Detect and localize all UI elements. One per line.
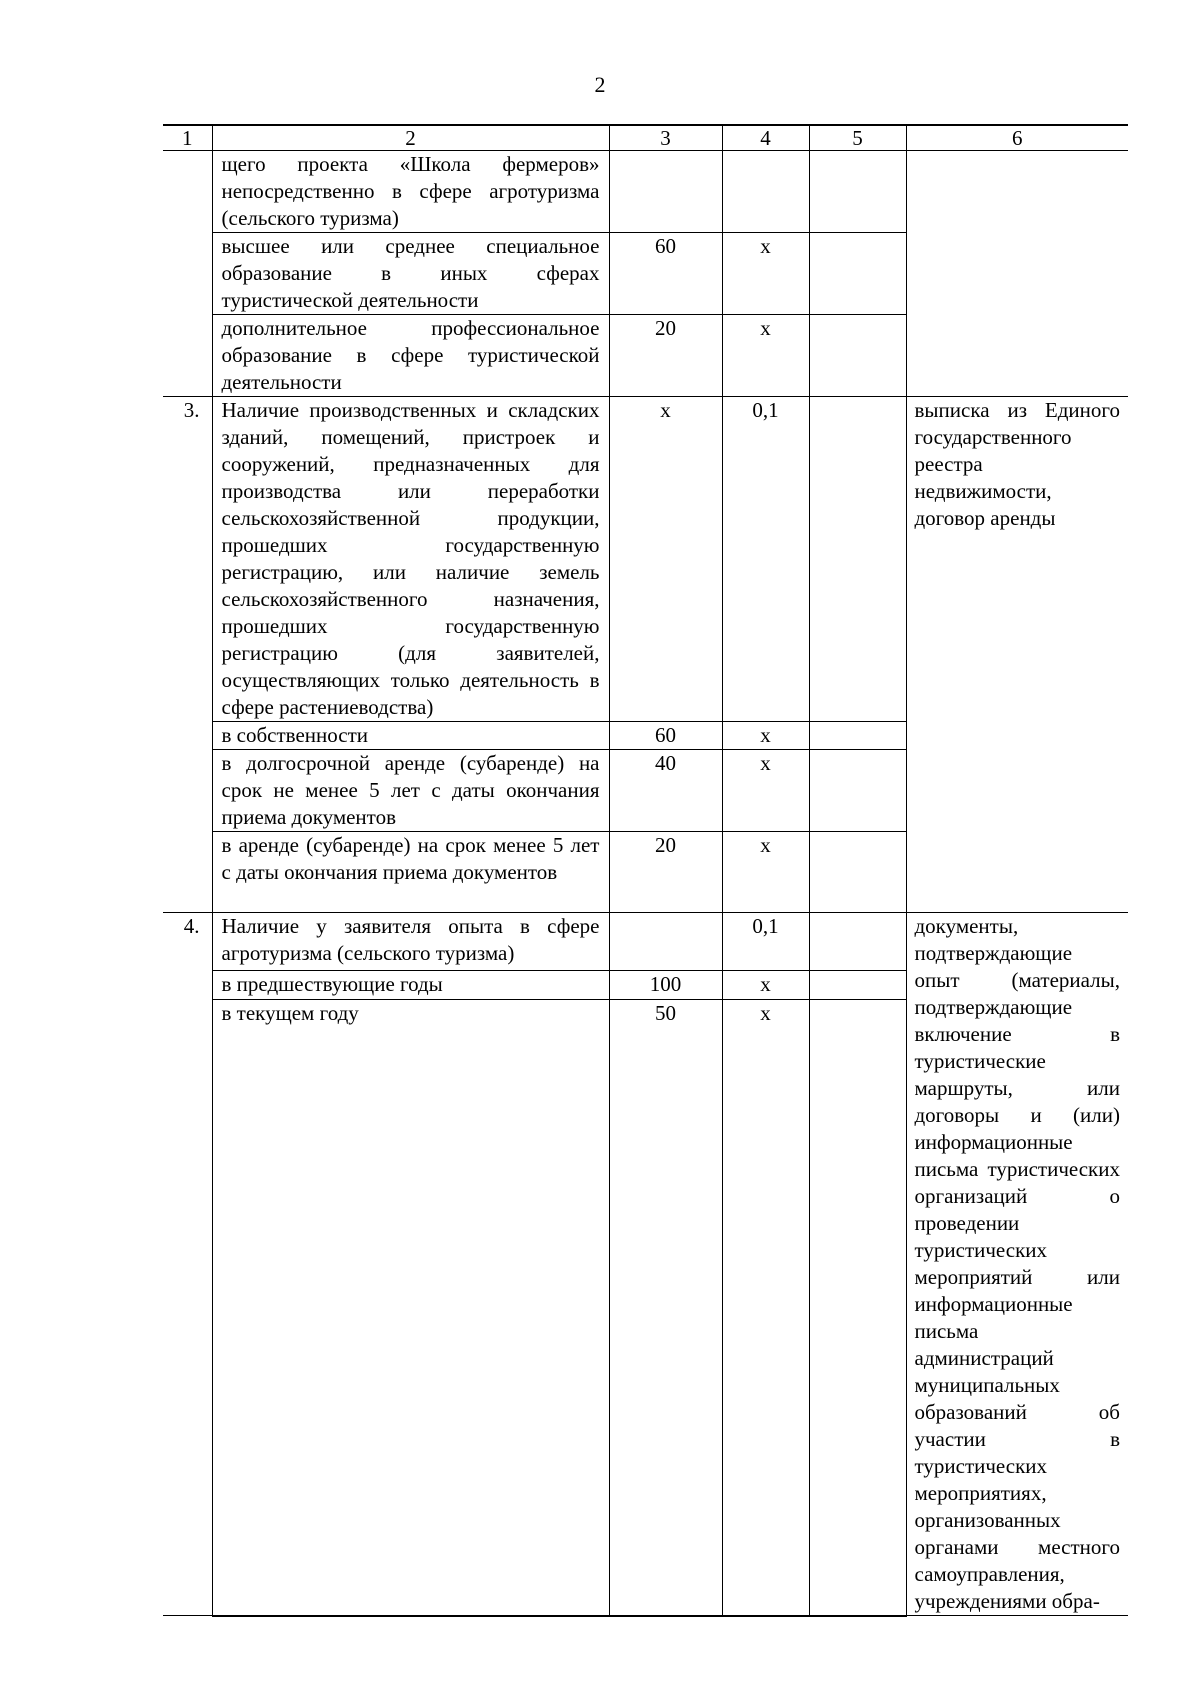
value-cell — [809, 233, 906, 315]
weight-cell: 0,1 — [722, 913, 809, 971]
value-cell — [809, 970, 906, 999]
score-cell: 50 — [609, 1000, 722, 1616]
criterion-text: Наличие у заявителя опыта в сфере агротуризма (сельского туризма) — [212, 913, 609, 971]
table-row — [163, 913, 1128, 971]
weight-cell — [722, 151, 809, 233]
criteria-table — [163, 124, 1128, 1617]
score-cell: х — [609, 397, 722, 722]
value-cell — [809, 151, 906, 233]
header-col-6: 6 — [906, 125, 1128, 151]
score-cell — [609, 151, 722, 233]
value-cell — [809, 1000, 906, 1616]
criterion-text: щего проекта «Школа фермеров» непосредственно в сфере агротуризма (сельского туризма) — [212, 151, 609, 233]
criterion-text: в собственности — [212, 722, 609, 750]
value-cell — [809, 750, 906, 832]
document-cell — [906, 151, 1128, 397]
criterion-text: в предшествующие годы — [212, 970, 609, 999]
table-row — [163, 397, 1128, 722]
weight-cell: х — [722, 233, 809, 315]
row-number: 4. — [163, 913, 212, 1616]
header-col-4: 4 — [722, 125, 809, 151]
weight-cell: х — [722, 970, 809, 999]
row-number — [163, 151, 212, 397]
table-row — [163, 151, 1128, 233]
weight-cell: 0,1 — [722, 397, 809, 722]
header-col-2: 2 — [212, 125, 609, 151]
criterion-text: высшее или среднее специальное образование в иных сферах туристической деятельности — [212, 233, 609, 315]
criterion-text: в текущем году — [212, 1000, 609, 1616]
score-cell: 40 — [609, 750, 722, 832]
row-number: 3. — [163, 397, 212, 913]
weight-cell: х — [722, 1000, 809, 1616]
value-cell — [809, 722, 906, 750]
score-cell — [609, 913, 722, 971]
criterion-text: в долгосрочной аренде (субаренде) на срок не менее 5 лет с даты окончания приема документов — [212, 750, 609, 832]
value-cell — [809, 913, 906, 971]
score-cell: 100 — [609, 970, 722, 999]
document-cell: документы, подтверждающие опыт (материалы, подтверждающие включение в туристические маршруты, или договоры и (или) информационные письма туристических организаций о проведении туристических мероприятий или информационные письма администраций муниципальных образований об участии в туристических мероприятиях, организованных органами местного самоуправления, учреждениями обра- — [906, 913, 1128, 1616]
table-header-row — [163, 125, 1128, 151]
weight-cell: х — [722, 832, 809, 913]
weight-cell: х — [722, 315, 809, 397]
criterion-text: в аренде (субаренде) на срок менее 5 лет с даты окончания приема документов — [212, 832, 609, 913]
score-cell: 20 — [609, 315, 722, 397]
criterion-text: дополнительное профессиональное образование в сфере туристической деятельности — [212, 315, 609, 397]
header-col-3: 3 — [609, 125, 722, 151]
criterion-text: Наличие производственных и складских зданий, помещений, пристроек и сооружений, предназначенных для производства или переработки сельскохозяйственной продукции, прошедших государственную регистрацию, или наличие земель сельскохозяйственного назначения, прошедших государственную регистрацию (для заявителей, осуществляющих только деятельность в сфере растениеводства) — [212, 397, 609, 722]
header-col-5: 5 — [809, 125, 906, 151]
header-col-1: 1 — [163, 125, 212, 151]
value-cell — [809, 397, 906, 722]
score-cell: 60 — [609, 722, 722, 750]
weight-cell: х — [722, 722, 809, 750]
value-cell — [809, 832, 906, 913]
document-cell: выписка из Единого государственного реестра недвижимости, договор аренды — [906, 397, 1128, 913]
weight-cell: х — [722, 750, 809, 832]
value-cell — [809, 315, 906, 397]
score-cell: 60 — [609, 233, 722, 315]
page-number: 2 — [594, 72, 606, 97]
score-cell: 20 — [609, 832, 722, 913]
